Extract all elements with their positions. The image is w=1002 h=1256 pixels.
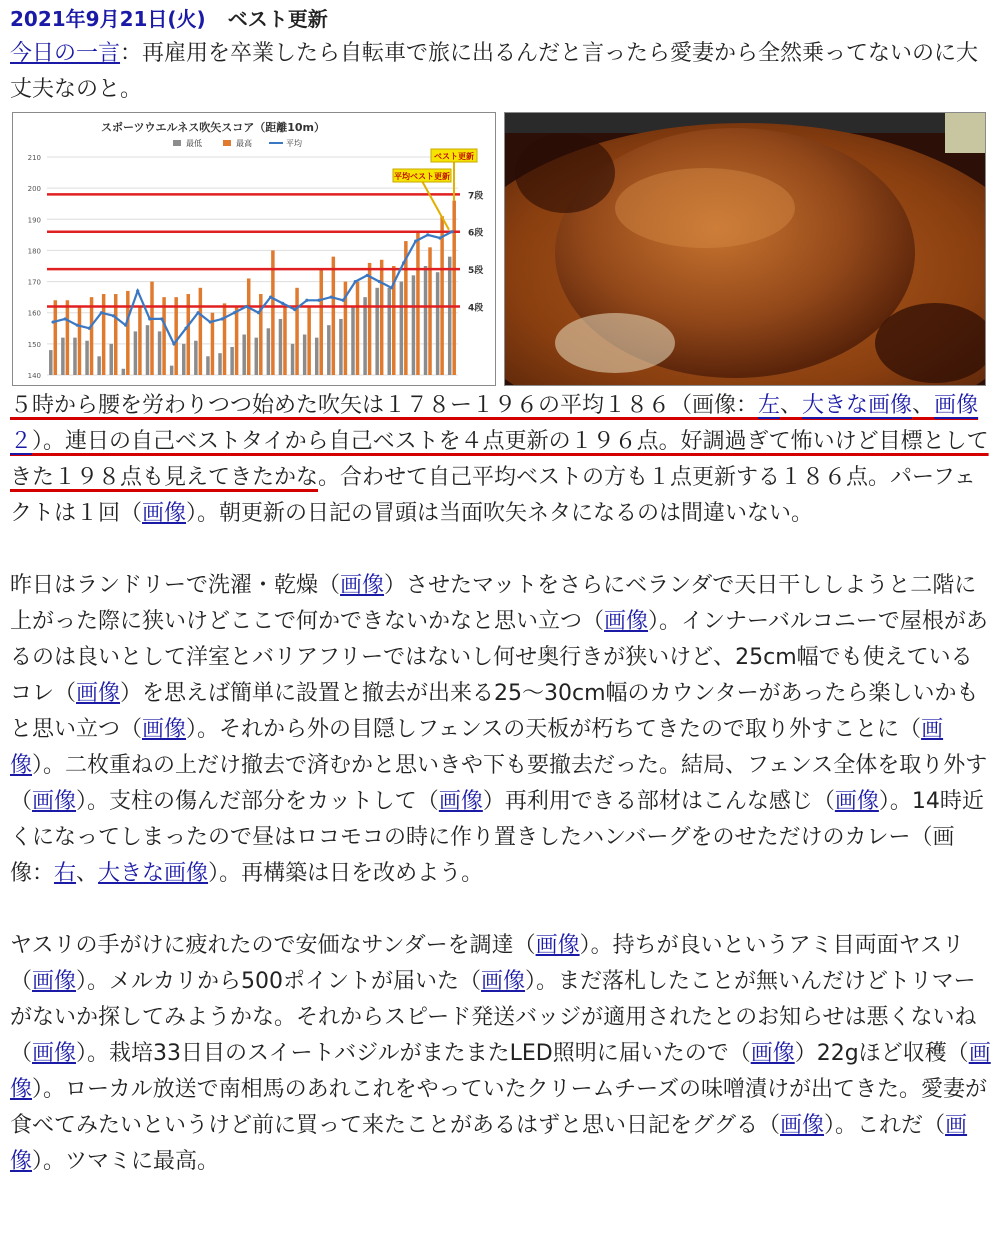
- bar-max: [150, 282, 154, 375]
- bar-min: [61, 338, 65, 375]
- p2-text-2: ）させたマットをさらにベランダで天日干ししようと二階に上がった際に狭いけどここで何かできないかなと思い立つ（: [10, 573, 977, 634]
- bar-max: [235, 306, 239, 375]
- intro-paragraph: [10, 36, 992, 108]
- y-tick-label: 190: [27, 216, 41, 225]
- y-tick-label: 140: [27, 372, 41, 380]
- avg-point: [366, 274, 369, 277]
- p1-text-6: ）。朝更新の日記の冒頭は当面吹矢ネタになるのは間違いない。: [186, 501, 814, 526]
- link-image-2[interactable]: 画像２: [10, 393, 979, 454]
- link-diary-image[interactable]: 画像: [780, 1113, 825, 1138]
- bar-max: [174, 297, 178, 375]
- bar-max: [356, 282, 360, 375]
- link-cut-image[interactable]: 画像: [438, 789, 483, 814]
- curry-photo[interactable]: [504, 112, 986, 386]
- bar-min: [327, 325, 331, 375]
- p2-text-1: 昨日はランドリーで洗濯・乾燥（: [10, 573, 341, 598]
- link-perfect-image[interactable]: 画像: [142, 501, 187, 526]
- p2-text-9: ）。14時近くになってしまったので昼はロコモコの時に作り置きしたハンバーグをのせただけのカレー（画像：: [10, 789, 984, 886]
- avg-point: [64, 317, 67, 320]
- bar-max: [368, 263, 372, 375]
- bar-min: [315, 338, 319, 375]
- legend-label: 平均: [286, 139, 302, 148]
- y-tick-label: 180: [27, 247, 41, 256]
- p2-text-4: ）を思えば簡単に設置と撤去が出来る25〜30cm幅のカウンターがあったら楽しいかもと思い立つ（: [10, 681, 979, 742]
- link-idea-image[interactable]: 画像: [604, 609, 649, 634]
- link-badge-image[interactable]: 画像: [32, 1041, 77, 1066]
- p3-text-7: ）。ローカル放送で南相馬のあれこれをやっていたクリームチーズの味噌漬けが出てきた。愛妻が食べてみたいというけど前に買って来たことがあるはずと思い日記をググる（: [10, 1077, 988, 1138]
- bar-min: [242, 335, 246, 375]
- avg-point: [245, 305, 248, 308]
- bar-min: [109, 344, 113, 375]
- p3-text-3: ）。メルカリから500ポイントが届いた（: [76, 969, 482, 994]
- bar-min: [400, 282, 404, 375]
- bar-max: [452, 201, 456, 375]
- bar-min: [218, 353, 222, 375]
- bar-min: [122, 369, 126, 375]
- bar-min: [267, 328, 271, 375]
- legend-swatch: [173, 140, 181, 146]
- avg-point: [378, 280, 381, 283]
- avg-point: [124, 324, 127, 327]
- bar-max: [332, 257, 336, 375]
- link-basil-image[interactable]: 画像: [750, 1041, 795, 1066]
- link-kore-image[interactable]: 画像: [76, 681, 121, 706]
- chart-title: スポーツウエルネス吹矢スコア（距離10m）: [101, 121, 325, 134]
- bar-min: [375, 288, 379, 375]
- bar-min: [448, 257, 452, 375]
- bar-max: [162, 297, 166, 375]
- bar-min: [158, 331, 162, 375]
- bar-max: [138, 306, 142, 375]
- p3-text-5: ）。栽培33日目のスイートバジルがまたまたLED照明に届いたので（: [76, 1041, 751, 1066]
- bar-min: [279, 319, 283, 375]
- bar-max: [380, 260, 384, 375]
- dan-label: 6段: [468, 228, 484, 239]
- avg-point: [426, 233, 429, 236]
- p2-text-7: ）。支柱の傷んだ部分をカットして（: [76, 789, 439, 814]
- p1-text-3: 、: [912, 393, 935, 418]
- entry-header: [10, 4, 992, 36]
- link-harvest-image[interactable]: 画像: [10, 1041, 991, 1102]
- paragraph-gap: [10, 892, 992, 928]
- avg-point: [221, 317, 224, 320]
- link-left-image[interactable]: 左: [758, 393, 781, 418]
- paragraph-gap: [10, 532, 992, 568]
- bar-min: [255, 338, 259, 375]
- image-row: [12, 112, 992, 386]
- p2-text-5: ）。それから外の目隠しフェンスの天板が朽ちてきたので取り外すことに（: [186, 717, 922, 742]
- entry-date: 2021年9月21日(火): [10, 7, 206, 31]
- link-parts-image[interactable]: 画像: [834, 789, 879, 814]
- bar-max: [199, 288, 203, 375]
- avg-point: [438, 236, 441, 239]
- bar-max: [428, 247, 432, 375]
- link-mercari-image[interactable]: 画像: [481, 969, 526, 994]
- bar-min: [97, 356, 101, 375]
- p3-text-2: ）。持ちが良いというアミ目両面ヤスリ（: [10, 933, 965, 994]
- avg-point: [414, 239, 417, 242]
- bar-max: [66, 300, 70, 375]
- chart-legend: [173, 138, 302, 148]
- link-cheese-image[interactable]: 画像: [10, 1113, 968, 1174]
- bar-max: [295, 288, 299, 375]
- avg-point: [100, 311, 103, 314]
- avg-point: [172, 342, 175, 345]
- callout-label: 平均ベスト更新: [394, 172, 450, 181]
- avg-point: [305, 299, 308, 302]
- bar-max: [78, 306, 82, 375]
- bar-max: [223, 303, 227, 375]
- bar-max: [319, 269, 323, 375]
- avg-point: [88, 327, 91, 330]
- legend-label: 最高: [236, 139, 252, 148]
- avg-point: [257, 311, 260, 314]
- p2-text-6: ）。二枚重ねの上だけ撤去で済むかと思いきや下も要撤去だった。結局、フェンス全体を取り外す（: [10, 753, 988, 814]
- bar-min: [388, 288, 392, 375]
- link-fence-image[interactable]: 画像: [10, 717, 944, 778]
- score-chart-svg: [13, 113, 495, 385]
- avg-point: [148, 317, 151, 320]
- avg-point: [329, 296, 332, 299]
- link-counter-image[interactable]: 画像: [142, 717, 187, 742]
- bar-min: [134, 331, 138, 375]
- paragraph-balcony: [10, 568, 992, 892]
- bar-max: [440, 216, 444, 375]
- bar-min: [230, 347, 234, 375]
- avg-point: [51, 320, 54, 323]
- p2-text-8: ）再利用できる部材はこんな感じ（: [482, 789, 835, 814]
- avg-point: [209, 320, 212, 323]
- link-fence-removed-image[interactable]: 画像: [32, 789, 77, 814]
- bar-min: [412, 275, 416, 375]
- bar-max: [54, 300, 58, 375]
- today-word-link[interactable]: 今日の一言: [10, 41, 121, 66]
- bar-min: [436, 272, 440, 375]
- bar-min: [351, 306, 355, 375]
- p3-text-9: ）。ツマミに最高。: [32, 1149, 220, 1174]
- avg-point: [233, 311, 236, 314]
- avg-point: [197, 311, 200, 314]
- dan-label: 7段: [468, 191, 484, 202]
- paragraph-sander: [10, 928, 992, 1180]
- bar-max: [247, 278, 251, 375]
- avg-point: [269, 296, 272, 299]
- p3-text-1: ヤスリの手がけに疲れたので安価なサンダーを調達（: [10, 933, 536, 958]
- intro-text: ：再雇用を卒業したら自転車で旅に出るんだと言ったら愛妻から全然乗ってないのに大丈夫なのと。: [10, 41, 979, 102]
- avg-point: [136, 289, 139, 292]
- avg-point: [390, 286, 393, 289]
- bar-max: [307, 306, 311, 375]
- link-file-image[interactable]: 画像: [32, 969, 77, 994]
- link-curry-big-image[interactable]: 大きな画像: [98, 861, 209, 886]
- bar-min: [424, 266, 428, 375]
- y-tick-label: 150: [27, 340, 41, 349]
- dan-label: 5段: [468, 266, 484, 277]
- score-chart[interactable]: [12, 112, 496, 386]
- bar-min: [85, 341, 89, 375]
- paragraph-kyuya: [10, 388, 992, 532]
- p2-text-10: 、: [76, 861, 99, 886]
- avg-point: [354, 280, 357, 283]
- link-laundry-image[interactable]: 画像: [340, 573, 385, 598]
- entry-title: ベスト更新: [227, 7, 328, 31]
- p3-text-8: ）。これだ（: [824, 1113, 946, 1138]
- avg-point: [160, 317, 163, 320]
- y-tick-label: 200: [27, 185, 41, 194]
- avg-point: [112, 314, 115, 317]
- avg-point: [317, 299, 320, 302]
- p3-text-4: ）。まだ落札したことが無いんだけどトリマーがないか探してみようかな。それからスピード発送バッジが適用されたとのお知らせは悪くないね（: [10, 969, 977, 1066]
- link-big-image[interactable]: 大きな画像: [802, 393, 913, 418]
- avg-point: [293, 308, 296, 311]
- p1-text-5: 。合わせて自己平均ベストの方も１点更新する１８６点。パーフェクトは１回（: [10, 465, 976, 526]
- avg-point: [342, 299, 345, 302]
- bar-min: [339, 319, 343, 375]
- legend-label: 最低: [186, 139, 202, 148]
- link-right-image[interactable]: 右: [54, 861, 77, 886]
- avg-point: [402, 261, 405, 264]
- avg-point: [184, 327, 187, 330]
- avg-point: [281, 302, 284, 305]
- bar-min: [206, 356, 210, 375]
- bar-max: [283, 306, 287, 375]
- chart-plot: [28, 149, 484, 380]
- p1-text-2: 、: [780, 393, 803, 418]
- p1-text-1: ５時から腰を労わりつつ始めた吹矢は１７８ー１９６の平均１８６（画像：: [10, 393, 759, 418]
- bar-min: [146, 325, 150, 375]
- legend-swatch: [223, 140, 231, 146]
- y-tick-label: 160: [27, 309, 41, 318]
- bar-min: [303, 335, 307, 375]
- p3-text-6: ）22gほど収穫（: [794, 1041, 969, 1066]
- bar-min: [363, 297, 367, 375]
- bar-max: [416, 232, 420, 375]
- bar-min: [170, 366, 174, 375]
- bar-min: [291, 344, 295, 375]
- bar-min: [182, 344, 186, 375]
- y-tick-label: 170: [27, 278, 41, 287]
- bar-max: [126, 291, 130, 375]
- bar-min: [49, 350, 53, 375]
- p2-text-11: ）。再構築は日を改めよう。: [208, 861, 484, 886]
- curry-hamburg-photo-icon: [505, 113, 985, 385]
- callout-label: ベスト更新: [434, 152, 474, 161]
- p1-text-4: ）。連日の自己ベストタイから自己ベストを４点更新の１９６点。好調過ぎて怖いけど目標としてきた１９８点も見えてきたかな: [10, 429, 989, 490]
- y-tick-label: 210: [27, 154, 41, 162]
- bar-min: [73, 338, 77, 375]
- bar-max: [90, 297, 94, 375]
- dan-label: 4段: [468, 303, 484, 314]
- bar-min: [194, 341, 198, 375]
- avg-point: [76, 324, 79, 327]
- avg-point: [450, 230, 453, 233]
- link-sander-image[interactable]: 画像: [535, 933, 580, 958]
- p2-text-3: ）。インナーバルコニーで屋根があるのは良いとして洋室とバリアフリーではないし何せ奥行きが狭いけど、25cm幅でも使えているコレ（: [10, 609, 988, 706]
